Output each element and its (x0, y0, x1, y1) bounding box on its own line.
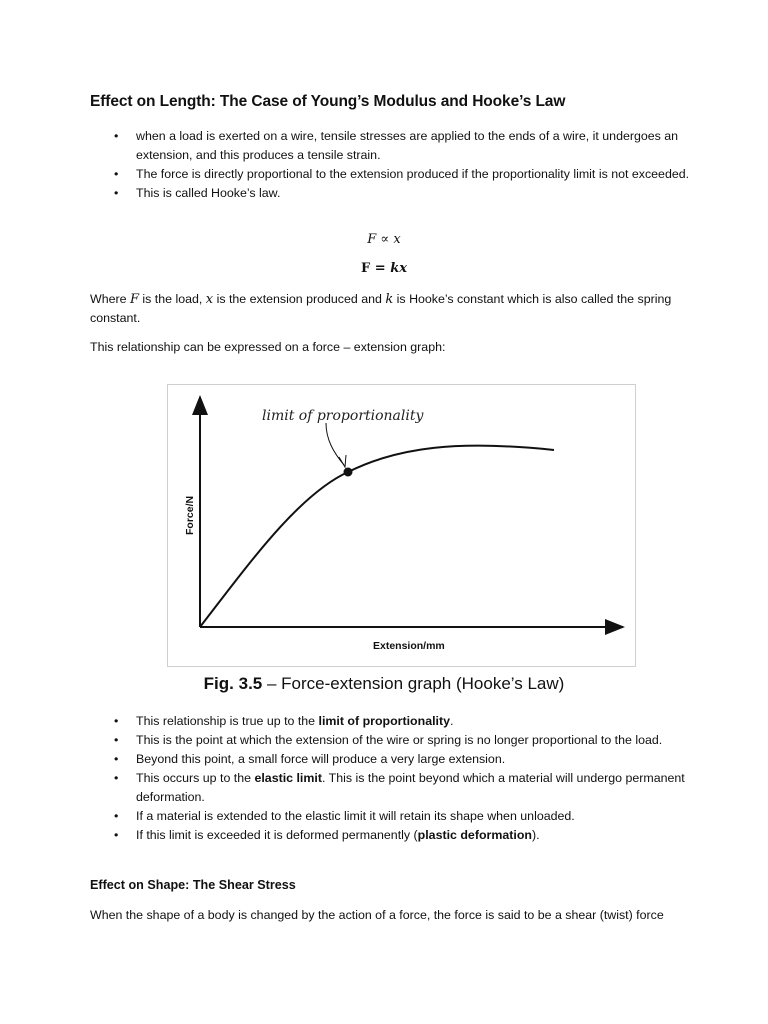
section-heading-shear: Effect on Shape: The Shear Stress (90, 878, 296, 892)
list-item (90, 807, 690, 826)
bullet-dot: • (114, 186, 119, 200)
caption-label: Fig. 3.5 (203, 674, 263, 693)
annotation-arrowhead (339, 455, 346, 467)
caption-text: – Force-extension graph (Hooke’s Law) (262, 674, 565, 693)
text-run: Where (90, 292, 130, 306)
equation-right: kx (390, 261, 407, 276)
equation-hookes-law (0, 261, 768, 276)
text-run: This relationship is true up to the (136, 714, 319, 728)
list-item (90, 712, 690, 731)
list-item-text: The force is directly proportional to the extension produced if the proportionality limit is not exceeded. (136, 167, 690, 181)
list-item (90, 165, 690, 184)
list-item (90, 769, 690, 807)
figure-caption (0, 674, 768, 694)
bold-term: limit of proportionality (318, 714, 450, 728)
text-run: is the load, (138, 292, 206, 306)
bold-term: elastic limit (254, 771, 322, 785)
list-item (90, 731, 690, 750)
shear-paragraph: When the shape of a body is changed by the action of a force, the force is said to be a shear (twist) force (90, 908, 664, 922)
graph-intro-paragraph: This relationship can be expressed on a force – extension graph: (90, 340, 446, 354)
annotation-arrow (326, 423, 344, 465)
equation-left: F = (361, 261, 391, 276)
figure-box (167, 384, 636, 667)
equation-proportional: F ∝ x (367, 232, 401, 247)
bullet-dot: • (114, 714, 119, 728)
bullet-dot: • (114, 167, 119, 181)
list-item (90, 127, 690, 165)
text-run: is the extension produced and (213, 292, 386, 306)
force-extension-graph (168, 385, 635, 666)
force-extension-curve (200, 446, 554, 627)
bullet-list-top (90, 127, 690, 203)
bullet-dot: • (114, 752, 119, 766)
definition-paragraph (90, 290, 690, 328)
proportionality-limit-point (344, 468, 353, 477)
text-run: This is the point at which the extension of the wire or spring is no longer proportional to the load. (136, 733, 663, 747)
y-axis-label: Force/N (184, 495, 196, 535)
text-run: If this limit is exceeded it is deformed permanently ( (136, 828, 418, 842)
bullet-dot: • (114, 733, 119, 747)
list-item-text: This is called Hooke’s law. (136, 186, 281, 200)
text-run: ). (531, 828, 540, 842)
list-item-text: when a load is exerted on a wire, tensile stresses are applied to the ends of a wire, it undergoes an extension, and this produces a tensile strain. (136, 129, 679, 162)
text-run: Beyond this point, a small force will produce a very large extension. (136, 752, 506, 766)
text-run: . (450, 714, 454, 728)
bullet-dot: • (114, 828, 119, 842)
text-run: . This is the point beyond which a material will undergo permanent deformation. (136, 771, 685, 804)
bullet-dot: • (114, 129, 119, 143)
list-item (90, 826, 690, 845)
variable-x: x (205, 292, 214, 307)
bold-term: plastic deformation (417, 828, 532, 842)
text-run: This occurs up to the (136, 771, 255, 785)
variable-f: F (129, 292, 139, 307)
text-run: is Hooke’s constant which is also called the spring constant. (90, 292, 672, 325)
x-axis-label: Extension/mm (373, 640, 445, 652)
list-item (90, 750, 690, 769)
section-heading: Effect on Length: The Case of Young’s Modulus and Hooke’s Law (90, 93, 566, 110)
bullet-dot: • (114, 809, 119, 823)
bullet-list-bottom (90, 712, 690, 845)
bullet-dot: • (114, 771, 119, 785)
annotation-label: limit of proportionality (262, 408, 424, 424)
list-item (90, 184, 690, 203)
variable-k: k (385, 292, 394, 307)
text-run: If a material is extended to the elastic limit it will retain its shape when unloaded. (136, 809, 575, 823)
